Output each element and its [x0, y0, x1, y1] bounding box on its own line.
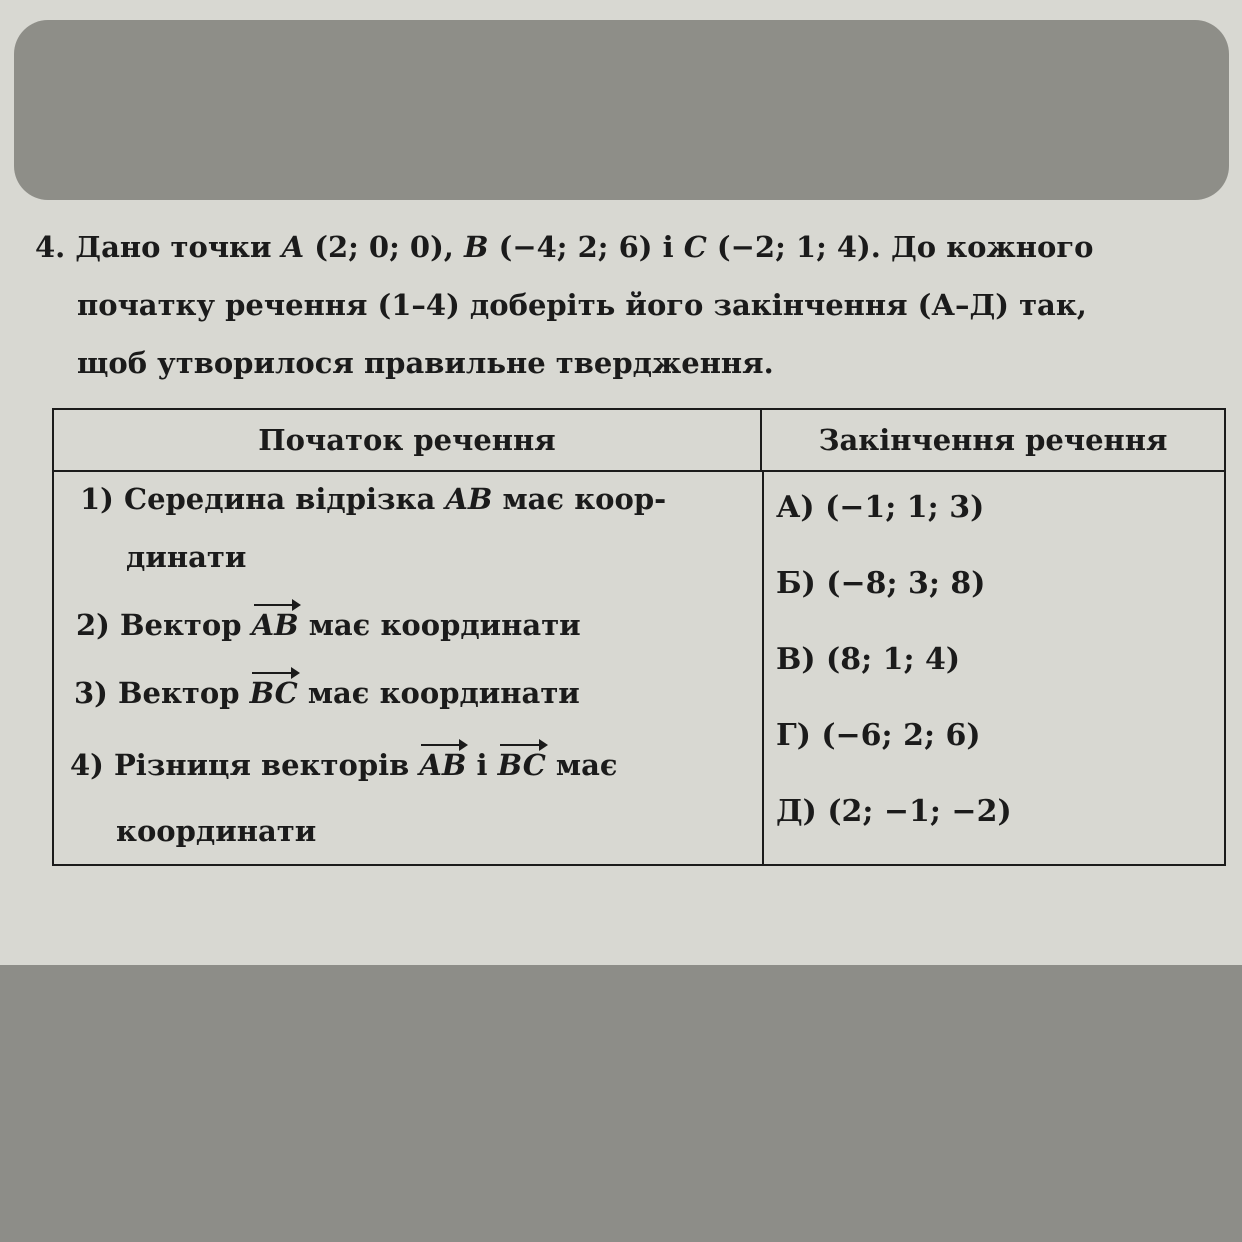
- point-b-label: B: [464, 230, 489, 264]
- header-sentence-start: Початок речення: [54, 410, 762, 472]
- task-text: [35, 218, 1215, 392]
- answer-g: Г) (−6; 2; 6): [776, 718, 981, 753]
- statement-4: [70, 748, 618, 782]
- statement-3-tail: має координати: [297, 676, 580, 710]
- answer-v: В) (8; 1; 4): [776, 642, 961, 677]
- statement-2-tail: має координати: [298, 608, 581, 642]
- redacted-area: [14, 20, 1229, 200]
- point-a-label: A: [281, 230, 305, 264]
- answer-b: Б) (−8; 3; 8): [776, 566, 986, 601]
- vector-bc: BC: [249, 676, 298, 710]
- statement-1-continued: динати: [126, 540, 247, 574]
- segment-ab: AB: [445, 482, 493, 516]
- statement-4-and: і: [466, 748, 498, 782]
- header-sentence-end: Закінчення речення: [762, 410, 1224, 472]
- statement-1-tail: має коор-: [492, 482, 667, 516]
- statement-1-text: 1) Середина відрізка: [80, 482, 446, 516]
- answer-d: Д) (2; −1; −2): [776, 794, 1012, 829]
- statement-3: [74, 676, 580, 710]
- task-line-3: щоб утворилося правильне твердження.: [77, 346, 774, 380]
- column-divider: [762, 472, 764, 864]
- statement-2-text: 2) Вектор: [76, 608, 252, 642]
- task-number: 4.: [35, 230, 66, 264]
- task-line-2: початку речення (1–4) доберіть його закінчення (А–Д) так,: [77, 288, 1087, 322]
- statement-4-text: 4) Різниця векторів: [70, 748, 420, 782]
- vector-bc-2: BC: [497, 748, 546, 782]
- point-b-coords: (−4; 2; 6) і: [488, 230, 684, 264]
- point-c-label: C: [683, 230, 707, 264]
- answer-a: А) (−1; 1; 3): [776, 490, 985, 525]
- task-intro: Дано точки: [75, 230, 282, 264]
- statement-4-tail: має: [545, 748, 618, 782]
- vector-ab-2: AB: [419, 748, 467, 782]
- point-a-coords: (2; 0; 0),: [304, 230, 464, 264]
- vector-ab: AB: [251, 608, 299, 642]
- point-c-coords: (−2; 1; 4). До кожного: [706, 230, 1094, 264]
- statement-2: [76, 608, 581, 642]
- statement-3-text: 3) Вектор: [74, 676, 250, 710]
- statement-4-continued: координати: [116, 814, 317, 848]
- matching-table: [52, 408, 1226, 866]
- statement-1: [80, 482, 666, 516]
